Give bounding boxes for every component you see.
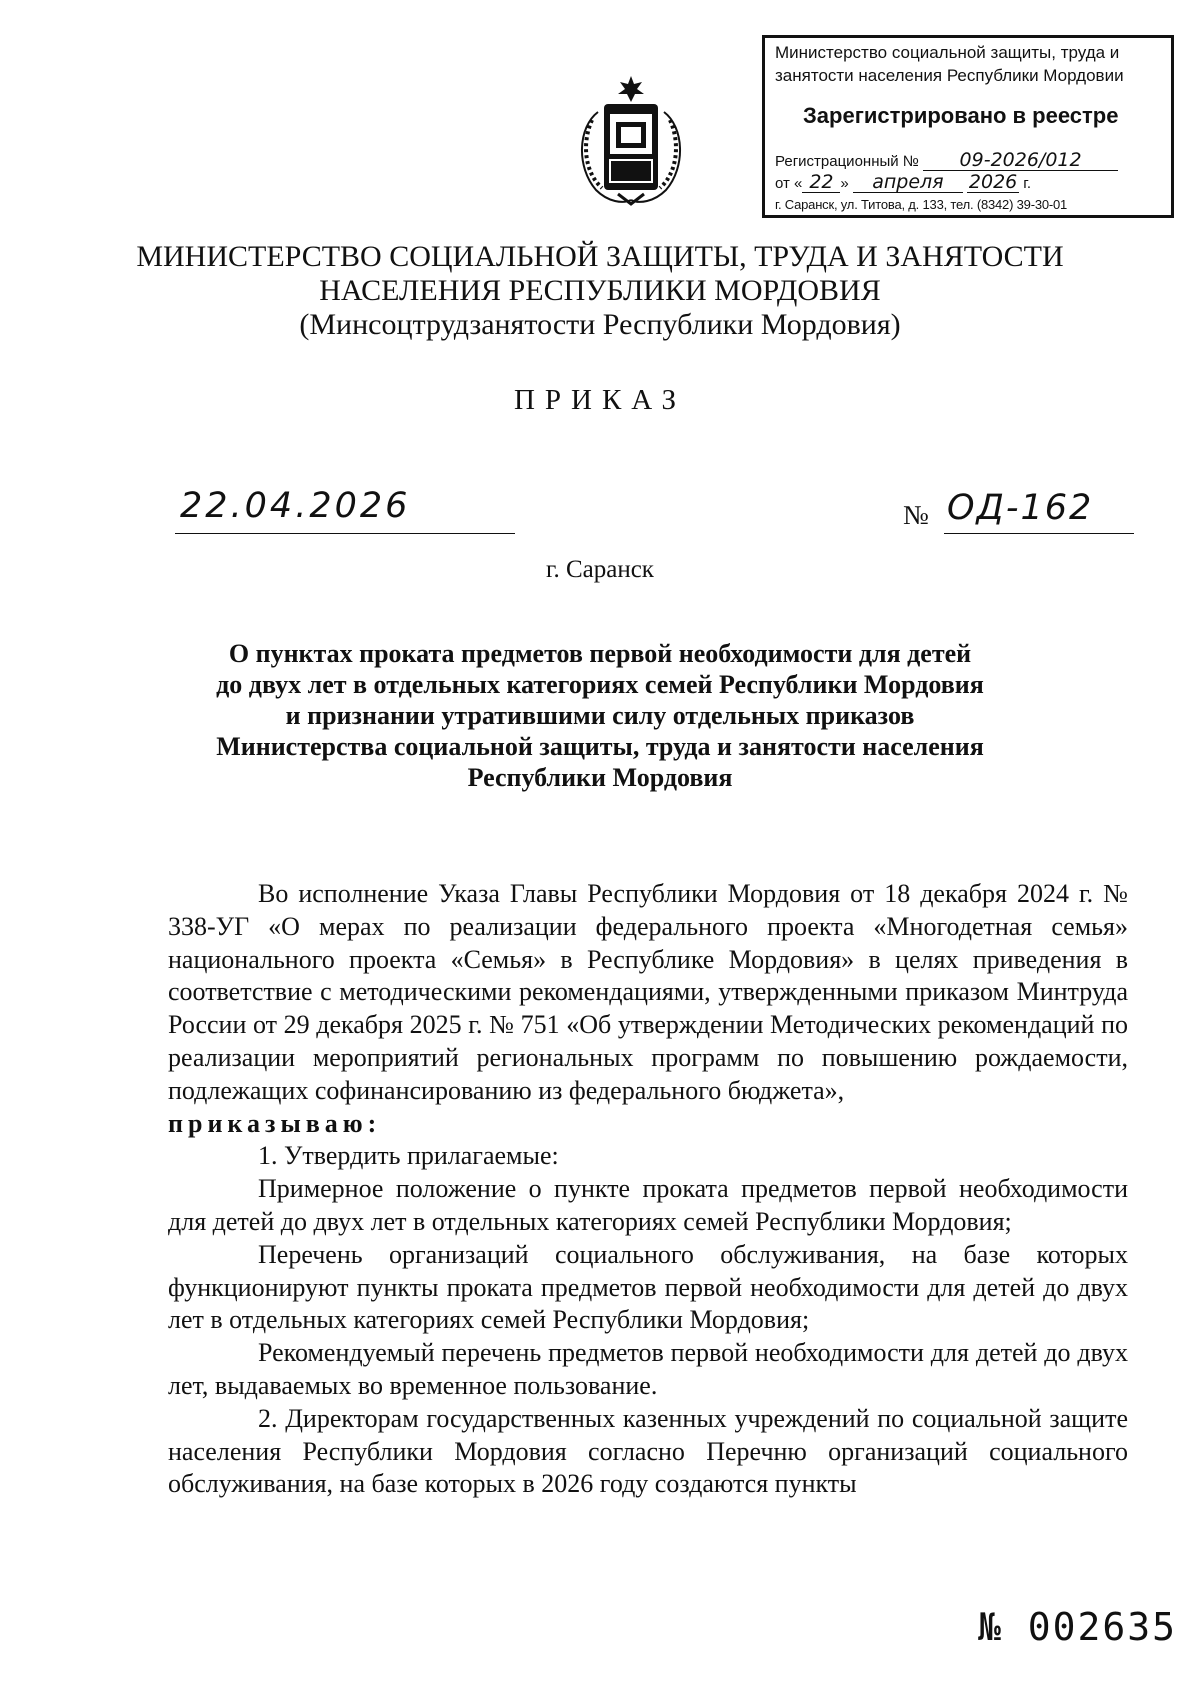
stamp-reg-number: 09-2026/012 xyxy=(923,150,1118,171)
registration-stamp xyxy=(762,35,1174,218)
heading-line: Республики Мордовия xyxy=(467,763,733,792)
item-1-recommended-list: Рекомендуемый перечень предметов первой необходимости для детей до двух лет, выдаваемых во временное пользование. xyxy=(168,1338,1128,1400)
order-title: ПРИКАЗ xyxy=(513,384,687,416)
city: г. Саранск xyxy=(546,556,654,583)
stamp-quote-close: » xyxy=(840,175,849,192)
item-2: 2. Директорам государственных казенных учреждений по социальной защите населения Республики Мордовия согласно Перечню организаций социального обслуживания, на базе которых в 2026 году создаются пункты xyxy=(168,1403,1128,1499)
ministry-name-line-2: НАСЕЛЕНИЯ РЕСПУБЛИКИ МОРДОВИЯ xyxy=(319,274,881,307)
ministry-short-name: (Минсоцтрудзанятости Республики Мордовия) xyxy=(299,308,901,341)
ministry-header xyxy=(0,240,1200,342)
stamp-line-2: занятости населения Республики Мордовии xyxy=(775,66,1124,85)
stamp-date-row xyxy=(775,172,1031,194)
number-sign: № xyxy=(903,500,929,530)
stamp-day: 22 xyxy=(802,172,840,193)
stamp-registered: Зарегистрировано в реестре xyxy=(803,103,1119,128)
date-underline xyxy=(175,533,515,534)
stamp-from-label: от « xyxy=(775,175,803,192)
heading-line: Министерства социальной защиты, труда и занятости населения xyxy=(216,732,984,761)
stamp-reg-number-row xyxy=(775,150,1118,172)
stamp-year-suffix: г. xyxy=(1023,175,1032,192)
number-underline xyxy=(944,533,1134,534)
coat-of-arms-emblem xyxy=(568,72,694,208)
document-serial-number: № 002635 xyxy=(978,1605,1178,1649)
item-1: 1. Утвердить прилагаемые: xyxy=(258,1141,559,1171)
stamp-line-1: Министерство социальной защиты, труда и xyxy=(775,43,1120,62)
order-body xyxy=(168,878,1128,1501)
item-1-list: Перечень организаций социального обслуживания, на базе которых функционируют пункты проката предметов первой необходимости для детей до двух лет в отдельных категориях семей Республики Мордовия; xyxy=(168,1239,1128,1335)
item-1-position: Примерное положение о пункте проката предметов первой необходимости для детей до двух лет в отдельных категориях семей Республики Мордовия; xyxy=(168,1174,1128,1236)
heading-line: О пунктах проката предметов первой необходимости для детей xyxy=(228,639,972,668)
stamp-address: г. Саранск, ул. Титова, д. 133, тел. (8342) 39-30-01 xyxy=(775,197,1068,212)
order-heading xyxy=(0,638,1200,793)
preamble-paragraph: Во исполнение Указа Главы Республики Мордовия от 18 декабря 2024 г. № 338-УГ «О мерах по реализации федерального проекта «Многодетная семья» национального проекта «Семья» в Республике Мордовия» в целях приведения в соответствие с методическими рекомендациями, утвержденными приказом Минтруда России от 29 декабря 2025 г. № 751 «Об утверждении Методических рекомендаций по реализации мероприятий региональных программ по повышению рождаемости, подлежащих софинансированию из федерального бюджета», xyxy=(168,879,1128,1105)
order-word: приказываю: xyxy=(168,1108,382,1138)
stamp-month: апреля xyxy=(853,172,963,193)
order-number: ОД-162 xyxy=(947,488,1094,528)
heading-line: и признании утратившими силу отдельных приказов xyxy=(285,701,915,730)
stamp-year: 2026 xyxy=(968,171,1018,193)
stamp-reg-label: Регистрационный № xyxy=(775,153,919,170)
order-date: 22.04.2026 xyxy=(180,486,411,526)
ministry-name-line-1: МИНИСТЕРСТВО СОЦИАЛЬНОЙ ЗАЩИТЫ, ТРУДА И ЗАНЯТОСТИ xyxy=(136,240,1064,273)
heading-line: до двух лет в отдельных категориях семей Республики Мордовия xyxy=(216,670,984,699)
